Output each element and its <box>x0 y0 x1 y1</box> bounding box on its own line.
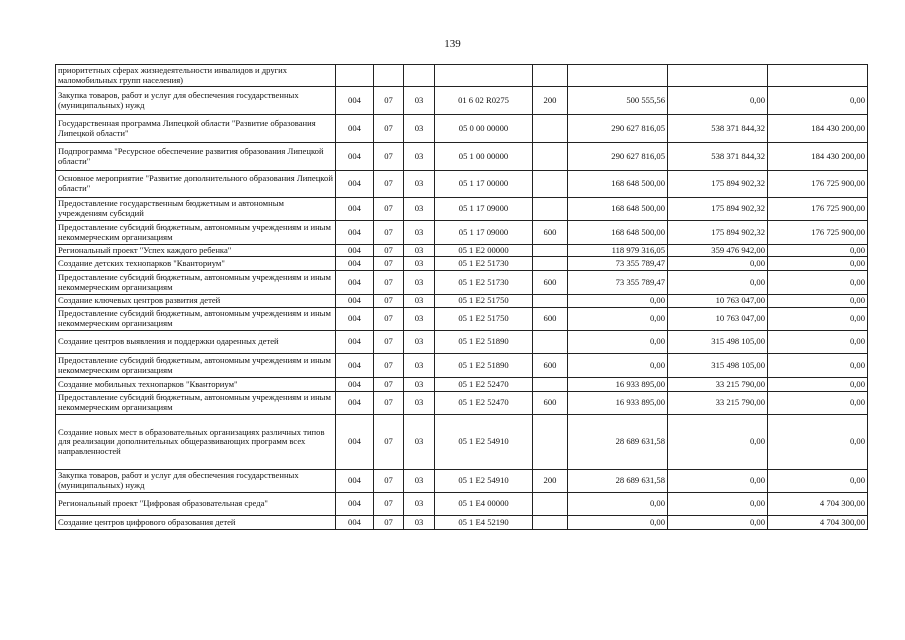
table-row <box>56 115 868 143</box>
table-row <box>56 295 868 308</box>
expense-type-code <box>533 198 568 221</box>
amount-year-1: 16 933 895,00 <box>568 392 668 415</box>
subsection-code <box>404 65 435 87</box>
line-item-name: Предоставление субсидий бюджетным, автономным учреждениям и иным некоммерческим организациям <box>56 308 336 331</box>
section-code: 07 <box>374 257 404 271</box>
section-code <box>374 65 404 87</box>
table-row <box>56 198 868 221</box>
line-item-name: Региональный проект "Успех каждого ребенка" <box>56 245 336 257</box>
section-code: 07 <box>374 115 404 143</box>
line-item-name: Создание мобильных технопарков "Кванториум" <box>56 378 336 392</box>
ministry-code: 004 <box>336 415 374 470</box>
amount-year-1: 500 555,56 <box>568 87 668 115</box>
section-code: 07 <box>374 221 404 245</box>
expense-type-code <box>533 245 568 257</box>
amount-year-1: 0,00 <box>568 308 668 331</box>
amount-year-1: 0,00 <box>568 516 668 530</box>
ministry-code: 004 <box>336 516 374 530</box>
section-code: 07 <box>374 87 404 115</box>
amount-year-3: 0,00 <box>768 308 868 331</box>
target-article-code: 05 1 00 00000 <box>435 143 533 171</box>
subsection-code: 03 <box>404 87 435 115</box>
subsection-code: 03 <box>404 331 435 354</box>
amount-year-3: 0,00 <box>768 378 868 392</box>
table-row <box>56 65 868 87</box>
amount-year-1: 168 648 500,00 <box>568 198 668 221</box>
expense-type-code: 600 <box>533 271 568 295</box>
amount-year-2: 0,00 <box>668 415 768 470</box>
ministry-code: 004 <box>336 271 374 295</box>
amount-year-2: 175 894 902,32 <box>668 171 768 198</box>
table-row <box>56 257 868 271</box>
amount-year-3: 4 704 300,00 <box>768 516 868 530</box>
expense-type-code <box>533 171 568 198</box>
section-code: 07 <box>374 354 404 378</box>
target-article-code: 05 1 E2 51730 <box>435 271 533 295</box>
target-article-code: 05 1 E2 51890 <box>435 354 533 378</box>
section-code: 07 <box>374 308 404 331</box>
amount-year-3: 0,00 <box>768 392 868 415</box>
target-article-code <box>435 65 533 87</box>
table-row <box>56 392 868 415</box>
ministry-code: 004 <box>336 295 374 308</box>
expense-type-code <box>533 257 568 271</box>
line-item-name: Закупка товаров, работ и услуг для обеспечения государственных (муниципальных) нужд <box>56 87 336 115</box>
amount-year-1: 0,00 <box>568 354 668 378</box>
amount-year-2: 0,00 <box>668 87 768 115</box>
expense-type-code <box>533 378 568 392</box>
amount-year-2: 0,00 <box>668 470 768 493</box>
amount-year-3: 0,00 <box>768 271 868 295</box>
line-item-name: Региональный проект "Цифровая образовательная среда" <box>56 493 336 516</box>
expense-type-code <box>533 331 568 354</box>
line-item-name: Предоставление субсидий бюджетным, автономным учреждениям и иным некоммерческим организациям <box>56 354 336 378</box>
line-item-name: Создание центров выявления и поддержки одаренных детей <box>56 331 336 354</box>
section-code: 07 <box>374 198 404 221</box>
line-item-name: приоритетных сферах жизнедеятельности инвалидов и других маломобильных групп населения) <box>56 65 336 87</box>
expense-type-code <box>533 415 568 470</box>
target-article-code: 05 1 E4 52190 <box>435 516 533 530</box>
subsection-code: 03 <box>404 221 435 245</box>
table-row <box>56 143 868 171</box>
expense-type-code: 600 <box>533 221 568 245</box>
amount-year-2: 315 498 105,00 <box>668 331 768 354</box>
ministry-code: 004 <box>336 221 374 245</box>
section-code: 07 <box>374 516 404 530</box>
amount-year-3: 176 725 900,00 <box>768 171 868 198</box>
expense-type-code <box>533 143 568 171</box>
ministry-code: 004 <box>336 331 374 354</box>
target-article-code: 05 1 17 09000 <box>435 221 533 245</box>
line-item-name: Создание ключевых центров развития детей <box>56 295 336 308</box>
amount-year-3: 184 430 200,00 <box>768 143 868 171</box>
expense-type-code: 200 <box>533 470 568 493</box>
table-row <box>56 331 868 354</box>
amount-year-1: 290 627 816,05 <box>568 143 668 171</box>
table-row <box>56 308 868 331</box>
amount-year-3: 176 725 900,00 <box>768 198 868 221</box>
section-code: 07 <box>374 245 404 257</box>
amount-year-3: 0,00 <box>768 470 868 493</box>
amount-year-1: 118 979 316,05 <box>568 245 668 257</box>
ministry-code: 004 <box>336 198 374 221</box>
amount-year-3 <box>768 65 868 87</box>
amount-year-2: 33 215 790,00 <box>668 378 768 392</box>
target-article-code: 05 1 E2 51890 <box>435 331 533 354</box>
subsection-code: 03 <box>404 171 435 198</box>
line-item-name: Государственная программа Липецкой области "Развитие образования Липецкой области" <box>56 115 336 143</box>
table-row <box>56 245 868 257</box>
line-item-name: Подпрограмма "Ресурсное обеспечение развития образования Липецкой области" <box>56 143 336 171</box>
subsection-code: 03 <box>404 295 435 308</box>
amount-year-2: 0,00 <box>668 516 768 530</box>
expense-type-code: 600 <box>533 354 568 378</box>
amount-year-1: 73 355 789,47 <box>568 271 668 295</box>
amount-year-3: 0,00 <box>768 257 868 271</box>
expense-type-code <box>533 493 568 516</box>
line-item-name: Закупка товаров, работ и услуг для обеспечения государственных (муниципальных) нужд <box>56 470 336 493</box>
table-row <box>56 493 868 516</box>
ministry-code: 004 <box>336 470 374 493</box>
section-code: 07 <box>374 143 404 171</box>
target-article-code: 05 1 17 09000 <box>435 198 533 221</box>
section-code: 07 <box>374 331 404 354</box>
expense-type-code: 600 <box>533 308 568 331</box>
ministry-code: 004 <box>336 392 374 415</box>
amount-year-1: 0,00 <box>568 493 668 516</box>
table-row <box>56 354 868 378</box>
line-item-name: Создание новых мест в образовательных организациях различных типов для реализации дополнительных общеразвивающих программ всех направленностей <box>56 415 336 470</box>
amount-year-2: 10 763 047,00 <box>668 308 768 331</box>
table-row <box>56 516 868 530</box>
amount-year-2: 315 498 105,00 <box>668 354 768 378</box>
amount-year-3: 0,00 <box>768 245 868 257</box>
expense-type-code <box>533 115 568 143</box>
ministry-code: 004 <box>336 87 374 115</box>
amount-year-1: 28 689 631,58 <box>568 470 668 493</box>
subsection-code: 03 <box>404 392 435 415</box>
subsection-code: 03 <box>404 516 435 530</box>
amount-year-2: 10 763 047,00 <box>668 295 768 308</box>
amount-year-2: 0,00 <box>668 271 768 295</box>
section-code: 07 <box>374 295 404 308</box>
line-item-name: Создание детских технопарков "Кванториум" <box>56 257 336 271</box>
amount-year-3: 0,00 <box>768 87 868 115</box>
amount-year-2: 0,00 <box>668 493 768 516</box>
subsection-code: 03 <box>404 115 435 143</box>
ministry-code: 004 <box>336 171 374 198</box>
ministry-code: 004 <box>336 493 374 516</box>
expense-type-code <box>533 65 568 87</box>
section-code: 07 <box>374 493 404 516</box>
expense-type-code: 600 <box>533 392 568 415</box>
section-code: 07 <box>374 415 404 470</box>
subsection-code: 03 <box>404 378 435 392</box>
target-article-code: 05 1 E4 00000 <box>435 493 533 516</box>
line-item-name: Предоставление субсидий бюджетным, автономным учреждениям и иным некоммерческим организациям <box>56 271 336 295</box>
amount-year-1: 28 689 631,58 <box>568 415 668 470</box>
amount-year-1 <box>568 65 668 87</box>
amount-year-1: 0,00 <box>568 295 668 308</box>
section-code: 07 <box>374 378 404 392</box>
subsection-code: 03 <box>404 271 435 295</box>
target-article-code: 05 1 E2 51750 <box>435 308 533 331</box>
section-code: 07 <box>374 392 404 415</box>
expense-type-code: 200 <box>533 87 568 115</box>
amount-year-3: 0,00 <box>768 415 868 470</box>
table-row <box>56 221 868 245</box>
target-article-code: 05 1 E2 54910 <box>435 415 533 470</box>
table-row <box>56 87 868 115</box>
amount-year-2: 538 371 844,32 <box>668 143 768 171</box>
table-row <box>56 470 868 493</box>
amount-year-2: 175 894 902,32 <box>668 198 768 221</box>
target-article-code: 05 1 E2 51730 <box>435 257 533 271</box>
ministry-code <box>336 65 374 87</box>
table-row <box>56 378 868 392</box>
expense-type-code <box>533 295 568 308</box>
amount-year-2: 0,00 <box>668 257 768 271</box>
amount-year-3: 176 725 900,00 <box>768 221 868 245</box>
ministry-code: 004 <box>336 143 374 171</box>
section-code: 07 <box>374 470 404 493</box>
ministry-code: 004 <box>336 354 374 378</box>
amount-year-3: 0,00 <box>768 354 868 378</box>
target-article-code: 05 0 00 00000 <box>435 115 533 143</box>
amount-year-1: 168 648 500,00 <box>568 221 668 245</box>
subsection-code: 03 <box>404 245 435 257</box>
subsection-code: 03 <box>404 493 435 516</box>
amount-year-3: 0,00 <box>768 331 868 354</box>
line-item-name: Предоставление субсидий бюджетным, автономным учреждениям и иным некоммерческим организациям <box>56 221 336 245</box>
target-article-code: 05 1 E2 52470 <box>435 392 533 415</box>
amount-year-3: 4 704 300,00 <box>768 493 868 516</box>
table-row <box>56 271 868 295</box>
subsection-code: 03 <box>404 198 435 221</box>
amount-year-3: 0,00 <box>768 295 868 308</box>
budget-table <box>55 64 868 530</box>
amount-year-1: 168 648 500,00 <box>568 171 668 198</box>
table-row <box>56 415 868 470</box>
expense-type-code <box>533 516 568 530</box>
line-item-name: Основное мероприятие "Развитие дополнительного образования Липецкой области" <box>56 171 336 198</box>
line-item-name: Предоставление субсидий бюджетным, автономным учреждениям и иным некоммерческим организациям <box>56 392 336 415</box>
amount-year-2: 538 371 844,32 <box>668 115 768 143</box>
subsection-code: 03 <box>404 415 435 470</box>
subsection-code: 03 <box>404 470 435 493</box>
target-article-code: 05 1 E2 52470 <box>435 378 533 392</box>
target-article-code: 05 1 E2 51750 <box>435 295 533 308</box>
target-article-code: 05 1 E2 00000 <box>435 245 533 257</box>
amount-year-1: 290 627 816,05 <box>568 115 668 143</box>
target-article-code: 05 1 17 00000 <box>435 171 533 198</box>
target-article-code: 01 6 02 R0275 <box>435 87 533 115</box>
line-item-name: Предоставление государственным бюджетным и автономным учреждениям субсидий <box>56 198 336 221</box>
subsection-code: 03 <box>404 308 435 331</box>
section-code: 07 <box>374 171 404 198</box>
page-number: 139 <box>444 38 461 50</box>
ministry-code: 004 <box>336 378 374 392</box>
subsection-code: 03 <box>404 354 435 378</box>
line-item-name: Создание центров цифрового образования детей <box>56 516 336 530</box>
amount-year-2: 33 215 790,00 <box>668 392 768 415</box>
ministry-code: 004 <box>336 257 374 271</box>
amount-year-1: 73 355 789,47 <box>568 257 668 271</box>
subsection-code: 03 <box>404 143 435 171</box>
ministry-code: 004 <box>336 115 374 143</box>
table-row <box>56 171 868 198</box>
amount-year-2: 359 476 942,00 <box>668 245 768 257</box>
ministry-code: 004 <box>336 245 374 257</box>
target-article-code: 05 1 E2 54910 <box>435 470 533 493</box>
amount-year-3: 184 430 200,00 <box>768 115 868 143</box>
subsection-code: 03 <box>404 257 435 271</box>
amount-year-1: 16 933 895,00 <box>568 378 668 392</box>
amount-year-2 <box>668 65 768 87</box>
section-code: 07 <box>374 271 404 295</box>
ministry-code: 004 <box>336 308 374 331</box>
amount-year-1: 0,00 <box>568 331 668 354</box>
amount-year-2: 175 894 902,32 <box>668 221 768 245</box>
